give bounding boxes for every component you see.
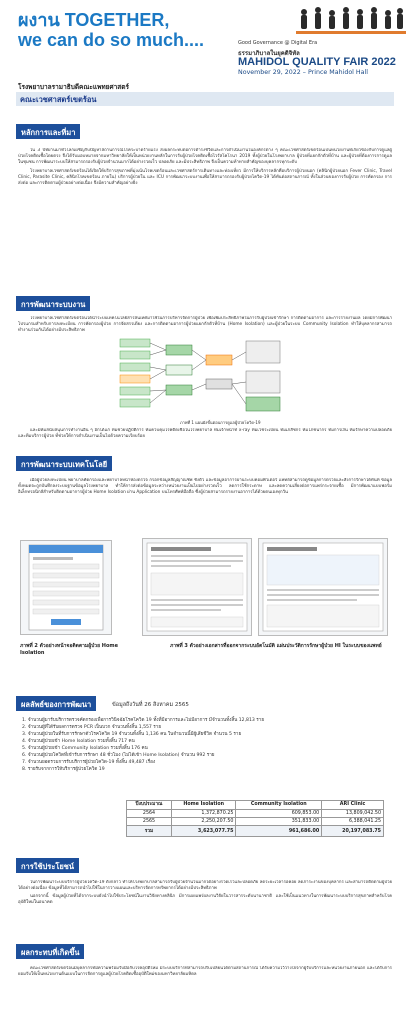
system-text bbox=[18, 316, 392, 334]
table-cell: 609,853.00 bbox=[236, 810, 322, 818]
section-header-tech: การพัฒนาระบบเทคโนโลยี bbox=[16, 456, 112, 471]
table-header-cell: Community Isolation bbox=[236, 801, 322, 810]
tech-caption-2: ภาพที่ 3 ตัวอย่างเอกสารที่ออกจากระบบอัตโนมัติ แผ่นประวัติการรักษาผู้ป่วย HI ในระบบของแพทย์ bbox=[170, 643, 382, 649]
table-cell: รวม bbox=[127, 826, 172, 837]
good-governance-thai-label: ธรรมาภิบาลในยุคดิจิทัล bbox=[238, 50, 300, 57]
list-item: 3. จำนวนผู้ป่วยในที่รับการรักษาตัวโรคโควิด 19 จำนวนทั้งสิ้น 1,136 คน ในจำนวนนี้มีผู้เสียชีวิต จำนวน 5 ราย bbox=[22, 732, 242, 737]
tech-paragraph-1: เมื่อผู้ป่วยลงทะเบียน พยาบาลคัดกรองและพยาบาลหน้าห้องตรวจ กรอกข้อมูลสัญญาณชีพ ชั่งตัว และข้อมูลอาการผ่านระบบคอมพิวเตอร์ แพทย์สามารถดูข้อมูลการตรวจและสั่งการรักษาได้ทันที ข้อมูลทั้งหมดจะถูกบันทึกลงระบบฐานข้อมูลโรงพยาบาล ทำให้การส่งต่อข้อมูลระหว่างหน่วยงานเป็นไปอย่างรวดเร็ว ลดการใช้กระดาษ และลดความเสี่ยงต่อการแพร่กระจายเชื้อ มีการพัฒนาแบบฟอร์มอิเล็กทรอนิกส์สำหรับติดตามอาการผู้ป่วย Home Isolation ผ่าน Application บนโทรศัพท์มือถือ ซึ่งผู้ป่วยสามารถรายงานอาการได้ด้วยตนเองทุกวัน bbox=[18, 478, 392, 495]
table-cell: 13,809,042.50 bbox=[322, 810, 384, 818]
section-header-outcome: ผลกระทบที่เกิดขึ้น bbox=[16, 944, 84, 959]
principle-paragraph-2: โรงพยาบาลเวชศาสตร์เขตร้อนได้เปิดให้บริการสุขภาพที่มุ่งเน้นโรคเขตร้อนและเวชศาสตร์การเดินทางและท่องเที่ยว มีการให้บริการหลักคือบริการผู้ป่วยนอก (คลินิกผู้ป่วยนอก Fever Clinic, Travel Clinic, Parasite Clinic, คลินิกโรคเขตร้อน ภายใน) บริการผู้ป่วยใน และ ICU การพัฒนาระบบงานเพื่อให้สามารถรองรับผู้ป่วยโควิด-19 ได้ทันต่อสถานการณ์ ทั้งในส่วนของการรับผู้ป่วย การคัดกรอง การส่งต่อ และการติดตามผู้ป่วยอย่างต่อเนื่อง จึงมีความสำคัญอย่างยิ่ง bbox=[18, 169, 392, 186]
benefit-paragraph-1: ในการพัฒนาระบบบริการผู้ป่วยโควิด-19 ดังกล่าว ทำให้โรงพยาบาลสามารถรับผู้ป่วยจำนวนมากได้อย่างรวดเร็วและปลอดภัย ลดระยะเวลารอคอย ลดภาระงานของบุคลากร และสามารถติดตามผู้ป่วยได้อย่างต่อเนื่อง ข้อมูลที่ได้สามารถนำไปใช้ในการวางแผนและบริหารจัดการทรัพยากรได้อย่างมีประสิทธิภาพ bbox=[18, 880, 392, 891]
table-row bbox=[127, 818, 384, 826]
list-item: 5. จำนวนผู้ป่วยเข้า Community Isolation รวมทั้งสิ้น 176 คน bbox=[22, 746, 148, 751]
list-item: 6. จำนวนผู้ป่วยโควิดที่เข้ารับการรักษา 48 ชั่วโมง (ไม่ได้เข้า Home Isolation) จำนวน 992 ราย bbox=[22, 753, 215, 758]
outcome-text bbox=[18, 966, 392, 1018]
section-header-benefit: การใช้ประโยชน์ bbox=[16, 858, 79, 873]
results-list bbox=[22, 717, 264, 773]
table-cell: 961,686.00 bbox=[236, 826, 322, 837]
fair-date: November 29, 2022 – Prince Mahidol Hall bbox=[238, 69, 369, 76]
table-cell: 3,623,077.75 bbox=[172, 826, 236, 837]
revenue-table bbox=[126, 800, 384, 837]
list-item: 2. จำนวนผู้ที่ได้รับผลการตรวจ PCR เป็นบวก จำนวนทั้งสิ้น 1,557 ราย bbox=[22, 725, 162, 730]
list-item: 1. จำนวนผู้มารับบริการตรวจคัดกรองเพื่อการวินิจฉัยโรคโควิด 19 ทั้งที่มีอาการและไม่มีอาการ มีจำนวนทั้งสิ้น 12,813 ราย bbox=[22, 718, 265, 723]
table-cell: 2565 bbox=[127, 818, 172, 826]
table-cell: 2564 bbox=[127, 810, 172, 818]
poster-title-line-1: ผงาน TOGETHER, bbox=[18, 10, 170, 30]
document-screen-icon bbox=[143, 539, 251, 635]
treatment-record-screenshot-2 bbox=[258, 538, 388, 636]
faculty-name: คณะเวชศาสตร์เขตร้อน bbox=[20, 95, 97, 104]
table-header-cell: ARI Clinic bbox=[322, 801, 384, 810]
list-item: 4. จำนวนผู้ป่วยเข้า Home Isolation รวมทั้งสิ้น 717 คน bbox=[22, 739, 135, 744]
section-header-principle: หลักการและที่มา bbox=[16, 124, 80, 139]
table-cell: 351,833.00 bbox=[236, 818, 322, 826]
principle-paragraph-1: ใน 3 ปีที่ผ่านมาทั่วโลกเผชิญกับปัญหาสถานการณ์โรคระบาดร้ายแรง ส่งผลกระทบต่อการดำรงชีวิตและการดำเนินงานในองค์กรต่าง ๆ คณะเวชศาสตร์เขตร้อนเป็นหน่วยงานที่เกี่ยวข้องกับการดูแลผู้ป่วยโรคติดเชื้อโดยตรง จึงได้รับมอบหมายจากมหาวิทยาลัยให้เป็นหน่วยงานหลักในการรับผู้ป่วยโรคติดเชื้อไวรัสโคโรนา 2019 ทั้งผู้ป่วยในโรงพยาบาล ผู้ป่วยที่แยกกักตัวที่บ้าน และผู้ป่วยที่ต้องการการดูแลในชุมชน การพัฒนาระบบให้สามารถรองรับผู้ป่วยจำนวนมากได้อย่างรวดเร็ว ปลอดภัย และมีประสิทธิภาพ จึงเป็นความท้าทายสำคัญของบุคลากรทุกระดับ bbox=[18, 148, 392, 165]
benefit-paragraph-2: นอกจากนี้ ข้อมูลผู้ป่วยที่ได้จากระบบยังนำไปใช้ประโยชน์ในงานวิจัยทางคลินิก มีการเผยแพร่ผลงานวิจัยในวารสารระดับนานาชาติ และใช้เป็นแนวทางในการพัฒนาระบบบริการสุขภาพสำหรับโรคอุบัติใหม่ในอนาคต bbox=[18, 894, 392, 905]
tech-caption-1: ภาพที่ 2 ตัวอย่างหน้าจอติดตามผู้ป่วย Home Isolation bbox=[20, 643, 118, 656]
faculty-banner bbox=[16, 92, 394, 106]
list-item: 7. จำนวนยอดรวมการรับบริการผู้ป่วยโควิด-19 ทั้งสิ้น 49,487 เรื่อง bbox=[22, 760, 156, 765]
section-header-system: การพัฒนาระบบงาน bbox=[16, 296, 90, 311]
table-header-row bbox=[127, 801, 384, 810]
table-cell: 1,372,870.25 bbox=[172, 810, 236, 818]
system-paragraph-1: โรงพยาบาลเวชศาสตร์เขตร้อนได้นำระบบเทคโนโลยีสารสนเทศมาใช้ในการบริหารจัดการผู้ป่วย เพื่อเพิ่มประสิทธิภาพในการรับผู้ป่วยเข้ารักษา การติดตามอาการ และการรายงานผล โดยมีการพัฒนาโปรแกรมสำหรับการลงทะเบียน การคัดกรองผู้ป่วย การจัดสรรเตียง และการติดตามอาการผู้ป่วยแยกกักตัวที่บ้าน (Home Isolation) และผู้ป่วยในระบบ Community Isolation ทำให้บุคลากรสามารถทำงานร่วมกันได้อย่างมีประสิทธิภาพ bbox=[18, 316, 392, 333]
hospital-name: โรงพยาบาลรามาธิบดีคณะแพทยศาสตร์ bbox=[18, 83, 129, 91]
table-row bbox=[127, 810, 384, 818]
tech-text bbox=[18, 478, 392, 520]
good-governance-label: Good Governance @ Digital Era bbox=[238, 40, 318, 46]
section-header-results: ผลลัพธ์ของการพัฒนา bbox=[16, 696, 96, 711]
benefit-text bbox=[18, 880, 392, 936]
system-support-text bbox=[18, 428, 392, 446]
system-paragraph-2: และมีทีมสนับสนุนการทำงานอื่น ๆ อีกได้แก่ ทีมช่วยปฏิบัติการ ทีมควบคุมโรคติดเชื้อในโรงพยาบาล ทีมเจ้าหน้าที่ x-ray ทีมเวชระเบียน ทีมเภสัชกร ทีมโภชนากร ทีมการเงิน ทีมรักษาความปลอดภัย และทีมบริการผู้ป่วย ที่ช่วยให้การดำเนินงานเป็นไปด้วยความเรียบร้อย bbox=[18, 428, 392, 439]
table-cell: 6,388,041.25 bbox=[322, 818, 384, 826]
table-cell: 2,250,207.50 bbox=[172, 818, 236, 826]
system-diagram-caption: ภาพที่ 1 แผนผังขั้นตอนการดูแลผู้ป่วยโควิด-19 bbox=[180, 420, 261, 425]
poster-header bbox=[0, 0, 410, 80]
people-illustration-icon bbox=[296, 4, 406, 38]
report-screen-icon bbox=[259, 539, 387, 635]
results-date-note: ข้อมูลถึงวันที่ 26 สิงหาคม 2565 bbox=[112, 702, 189, 708]
poster-title-line-2: we can do so much.... bbox=[18, 30, 205, 50]
table-header-cell: Home Isolation bbox=[172, 801, 236, 810]
home-isolation-app-screenshot bbox=[20, 540, 112, 635]
patient-flow-diagram bbox=[118, 335, 284, 417]
poster-title bbox=[18, 10, 204, 50]
table-cell: 20,197,083.75 bbox=[322, 826, 384, 837]
fair-title: MAHIDOL QUALITY FAIR 2022 bbox=[238, 56, 396, 68]
table-header-cell: ปีงบประมาณ bbox=[127, 801, 172, 810]
form-screen-icon bbox=[21, 541, 111, 634]
outcome-paragraph-1: คณะเวชศาสตร์เขตร้อนมีบุคลากรที่มีความพร้อมรับมือกับโรคอุบัติใหม่ มีระบบบริการที่สามารถปรับเปลี่ยนได้ตามสถานการณ์ ได้รับความไว้วางใจจากผู้รับบริการและหน่วยงานภายนอก และได้รับการยอมรับให้เป็นหน่วยงานต้นแบบในการจัดการดูแลผู้ป่วยโรคติดเชื้ออุบัติใหม่ของมหาวิทยาลัยมหิดล bbox=[18, 966, 392, 977]
table-total-row bbox=[127, 826, 384, 837]
principle-text bbox=[18, 148, 392, 282]
list-item: 8. รายรับจากการให้บริการผู้ป่วยโควิด 19 bbox=[22, 767, 105, 772]
treatment-record-screenshot-1 bbox=[142, 538, 252, 636]
